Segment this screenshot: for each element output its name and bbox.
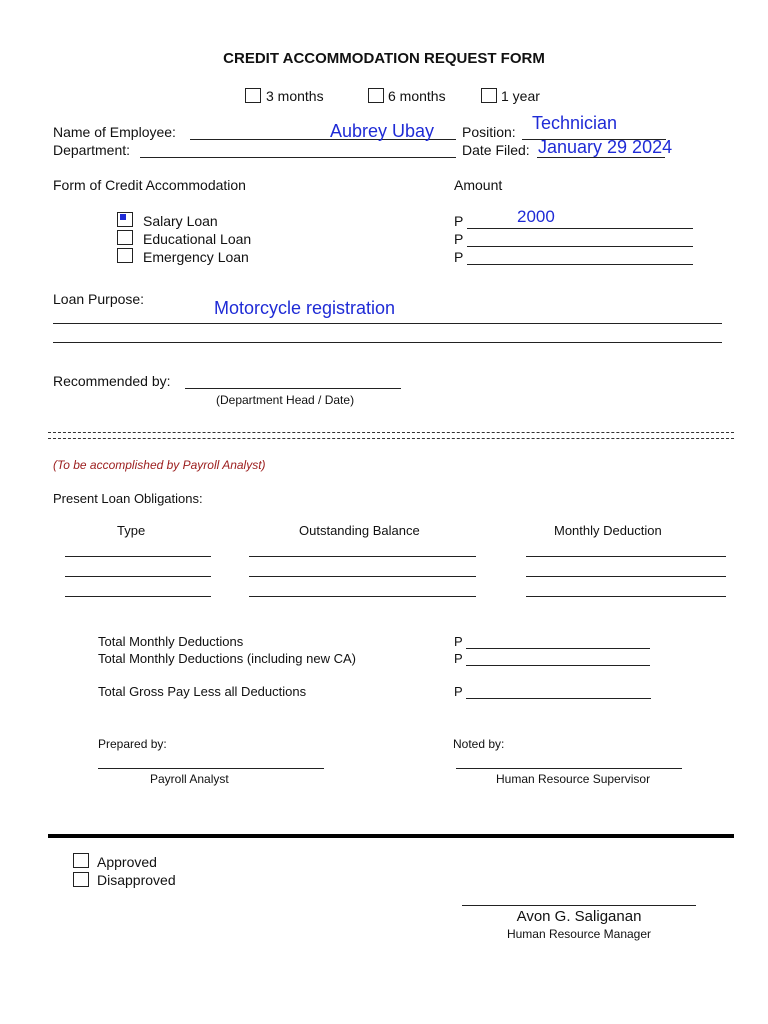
manager-signature-line [462, 905, 696, 906]
loan-purpose-value[interactable]: Motorcycle registration [214, 298, 396, 318]
salary-loan-check-mark [120, 214, 126, 220]
approved-checkbox[interactable] [73, 853, 89, 868]
educational-loan-label: Educational Loan [143, 231, 252, 247]
separator-thick [48, 834, 734, 838]
hr-supervisor-caption: Human Resource Supervisor [496, 772, 651, 786]
present-obligations-label: Present Loan Obligations: [53, 491, 203, 506]
department-line [140, 157, 456, 158]
department-label: Department: [53, 142, 131, 158]
total-monthly-new-ca-peso: P [454, 651, 463, 666]
prepared-by-signature-line [98, 768, 324, 769]
type-line-2 [65, 576, 211, 577]
balance-line-2 [249, 576, 476, 577]
prepared-by-label: Prepared by: [98, 737, 167, 751]
loan-purpose-line-1 [53, 323, 722, 324]
emergency-loan-label: Emergency Loan [143, 249, 249, 265]
loan-purpose-label: Loan Purpose: [53, 291, 145, 307]
noted-by-signature-line [456, 768, 682, 769]
total-monthly-deductions-line [466, 648, 650, 649]
total-monthly-new-ca-line [466, 665, 650, 666]
payroll-note: (To be accomplished by Payroll Analyst) [53, 458, 266, 472]
recommended-by-line [185, 388, 401, 389]
educational-loan-checkbox[interactable] [117, 230, 133, 245]
position-label: Position: [462, 124, 516, 140]
total-monthly-deductions-peso: P [454, 634, 463, 649]
educational-loan-peso: P [454, 231, 464, 247]
emergency-loan-peso: P [454, 249, 464, 265]
disapproved-label: Disapproved [97, 872, 176, 888]
term-3-months-checkbox[interactable] [245, 88, 261, 103]
employee-name-label: Name of Employee: [53, 124, 176, 140]
term-3-months-label: 3 months [266, 88, 324, 104]
payroll-analyst-caption: Payroll Analyst [150, 772, 229, 786]
salary-loan-amount-line [467, 228, 693, 229]
disapproved-checkbox[interactable] [73, 872, 89, 887]
deduction-line-1 [526, 556, 726, 557]
column-type-header: Type [117, 523, 146, 538]
approved-label: Approved [97, 854, 157, 870]
educational-loan-amount-line [467, 246, 693, 247]
column-monthly-header: Monthly Deduction [554, 523, 662, 538]
term-6-months-label: 6 months [388, 88, 446, 104]
recommended-by-label: Recommended by: [53, 373, 171, 389]
form-title: CREDIT ACCOMMODATION REQUEST FORM [223, 50, 545, 67]
deduction-line-3 [526, 596, 726, 597]
term-1-year-checkbox[interactable] [481, 88, 497, 103]
position-value[interactable]: Technician [532, 113, 618, 133]
separator-dashed-2 [48, 438, 734, 439]
salary-loan-label: Salary Loan [143, 213, 218, 229]
balance-line-3 [249, 596, 476, 597]
column-outstanding-header: Outstanding Balance [299, 523, 420, 538]
term-6-months-checkbox[interactable] [368, 88, 384, 103]
amount-label: Amount [454, 177, 503, 193]
separator-dashed-1 [48, 432, 734, 433]
manager-name: Avon G. Saliganan [516, 908, 642, 925]
emergency-loan-amount-line [467, 264, 693, 265]
deduction-line-2 [526, 576, 726, 577]
date-filed-label: Date Filed: [462, 142, 530, 158]
dept-head-date-caption: (Department Head / Date) [216, 393, 355, 407]
noted-by-label: Noted by: [453, 737, 505, 751]
employee-name-value[interactable]: Aubrey Ubay [330, 121, 435, 141]
emergency-loan-checkbox[interactable] [117, 248, 133, 263]
type-line-3 [65, 596, 211, 597]
salary-loan-amount-value[interactable]: 2000 [517, 207, 555, 226]
loan-purpose-line-2 [53, 342, 722, 343]
total-monthly-new-ca-label: Total Monthly Deductions (including new CA) [98, 651, 356, 666]
total-gross-pay-line [466, 698, 651, 699]
manager-title: Human Resource Manager [506, 927, 652, 941]
total-monthly-deductions-label: Total Monthly Deductions [98, 634, 244, 649]
total-gross-pay-label: Total Gross Pay Less all Deductions [98, 684, 307, 699]
date-filed-value[interactable]: January 29 2024 [538, 137, 673, 157]
type-line-1 [65, 556, 211, 557]
salary-loan-peso: P [454, 213, 464, 229]
balance-line-1 [249, 556, 476, 557]
term-1-year-label: 1 year [501, 88, 540, 104]
form-of-credit-label: Form of Credit Accommodation [53, 177, 246, 193]
total-gross-pay-peso: P [454, 684, 463, 699]
